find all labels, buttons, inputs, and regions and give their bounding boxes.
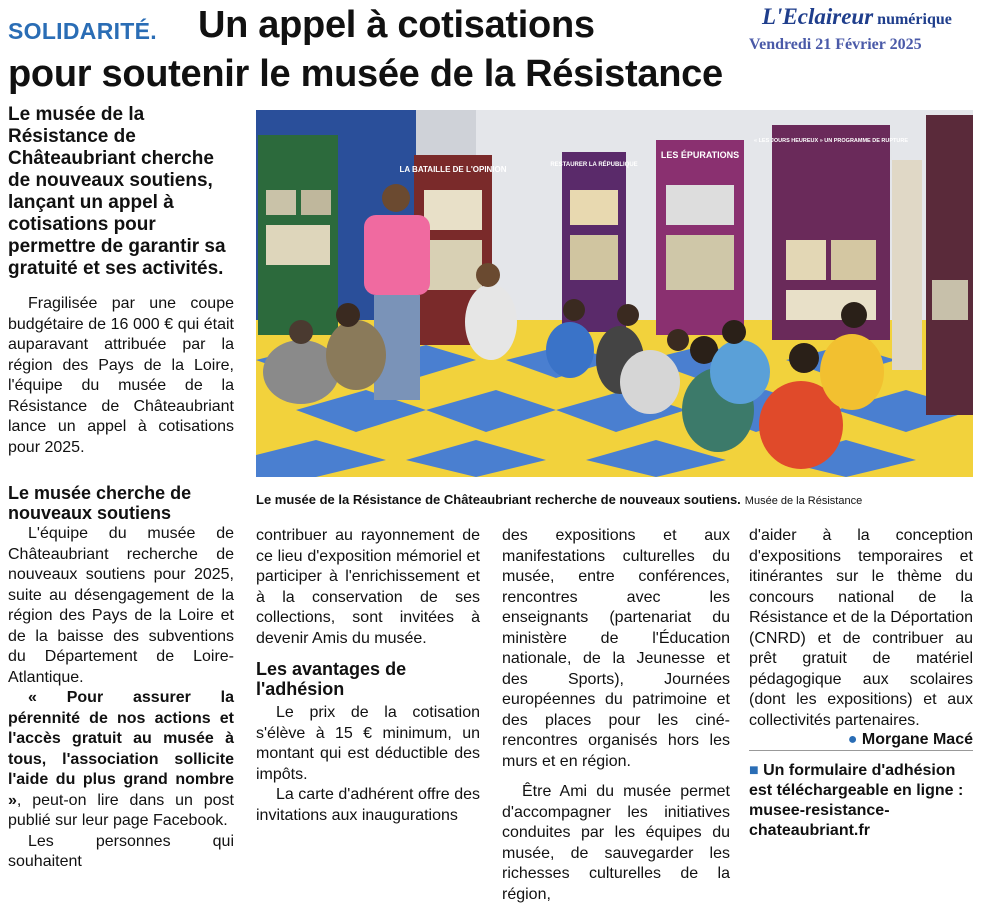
subheading-new-supporters: Le musée cherche de nouveaux soutiens: [8, 483, 192, 523]
caption-text: Le musée de la Résistance de Châteaubriant recherche de nouveaux soutiens.: [256, 492, 741, 507]
membership-info-box: [749, 761, 973, 841]
photo-panel-6: [926, 115, 973, 415]
paragraph-people-start: Les personnes qui souhaitent: [8, 832, 234, 870]
membership-info-text: Un formulaire d'adhésion est téléchargeable en ligne : musee-resistance-chateaubriant.fr: [749, 762, 964, 839]
quote-text: « Pour assurer la pérennité de nos actions et l'accès gratuit au musée à tous, l'association sollicite l'aide du plus grand nombre »: [8, 689, 234, 809]
panel-title-restore: RESTAURER LA RÉPUBLIQUE: [550, 162, 638, 168]
column-4: [749, 526, 973, 749]
column-3: [502, 526, 730, 905]
brand-suffix: numérique: [877, 11, 952, 28]
quote-tail: , peut-on lire dans un post publié sur leur page Facebook.: [8, 791, 234, 829]
paragraph-friend-start: Être Ami du musée permet d'accompagner les initiatives conduites par les équipes du musée, de sauvegarder les richesses culturelles de la région,: [502, 783, 730, 903]
photo-panel-4: [656, 140, 744, 335]
paragraph-people-cont: contribuer au rayonnement de ce lieu d'exposition mémoriel et participer à l'enrichissement et à la conservation de ses collections, sont invitées à devenir Amis du musée.: [256, 527, 480, 647]
section-kicker: SOLIDARITÉ.: [8, 18, 157, 44]
photo-cabinet: [892, 160, 922, 370]
signature-bullet-icon: ●: [847, 731, 862, 748]
square-bullet-icon: ■: [749, 762, 764, 779]
paragraph-intro: Fragilisée par une coupe budgétaire de 16 000 € qui était auparavant attribuée par la région des Pays de la Loire, l'équipe du musée de la Résistance de Châteaubriant lance un appel à cotisations pour 2025.: [8, 295, 234, 456]
column-1: [8, 524, 234, 873]
publication-date: Vendredi 21 Février 2025: [749, 36, 922, 53]
author-signature: [749, 731, 973, 749]
author-name: Morgane Macé: [861, 731, 973, 748]
paragraph-quote: [8, 688, 234, 832]
photo-panel-5: [754, 125, 908, 340]
panel-title-epurations: LES ÉPURATIONS: [660, 150, 740, 160]
paragraph-friend-cont: d'aider à la conception d'expositions temporaires et itinérantes sur le thème du concours national de la Résistance et de la Déportation (CNRD) et de contribuer au prêt gratuit de matériel pédagogique aux scolaires (dont les expositions) et aux collectivités partenaires.: [749, 527, 973, 729]
subheading-membership-benefits: Les avantages de l'adhésion: [256, 659, 407, 699]
column-2: [256, 526, 480, 826]
divider: [749, 750, 973, 751]
article-lead: Le musée de la Résistance de Châteaubriant cherche de nouveaux soutiens, lançant un appel à cotisations pour permettre de garantir sa gratuité et ses activités.: [8, 104, 226, 279]
panel-title-opinion: LA BATAILLE DE L'OPINION: [399, 165, 507, 174]
headline-line-1: Un appel à cotisations: [198, 4, 595, 46]
panel-title-jours-heureux: « LES JOURS HEUREUX » UN PROGRAMME DE RUPTURE: [753, 138, 909, 144]
brand-name: L'Eclaireur: [762, 4, 874, 29]
photo-panel-1: [258, 135, 338, 335]
paragraph-price: Le prix de la cotisation s'élève à 15 € minimum, un montant qui est déductible des impôts.: [256, 704, 480, 783]
photo-credit: Musée de la Résistance: [744, 495, 863, 507]
photo-illustration: [256, 110, 973, 477]
paragraph-card-cont: des expositions et aux manifestations culturelles du musée, entre conférences, rencontres avec les enseignants (partenariat du ministère de l'Éducation nationale, de la Jeunesse et des Sports), Journées européennes du patrimoine et des places pour les ciné-rencontres organisés hors les murs et en région.: [502, 527, 730, 770]
photo-caption: [256, 492, 973, 507]
museum-photo: [256, 110, 973, 477]
headline-line-2: pour soutenir le musée de la Résistance: [8, 53, 723, 95]
paragraph-team: L'équipe du musée de Châteaubriant recherche de nouveaux soutiens pour 2025, suite au désengagement de la région des Pays de la Loire et de la baisse des subventions du Département de Loire-Atlantique.: [8, 525, 234, 686]
paragraph-card-start: La carte d'adhérent offre des invitations aux inaugurations: [256, 786, 480, 824]
newspaper-brand: [762, 4, 952, 30]
